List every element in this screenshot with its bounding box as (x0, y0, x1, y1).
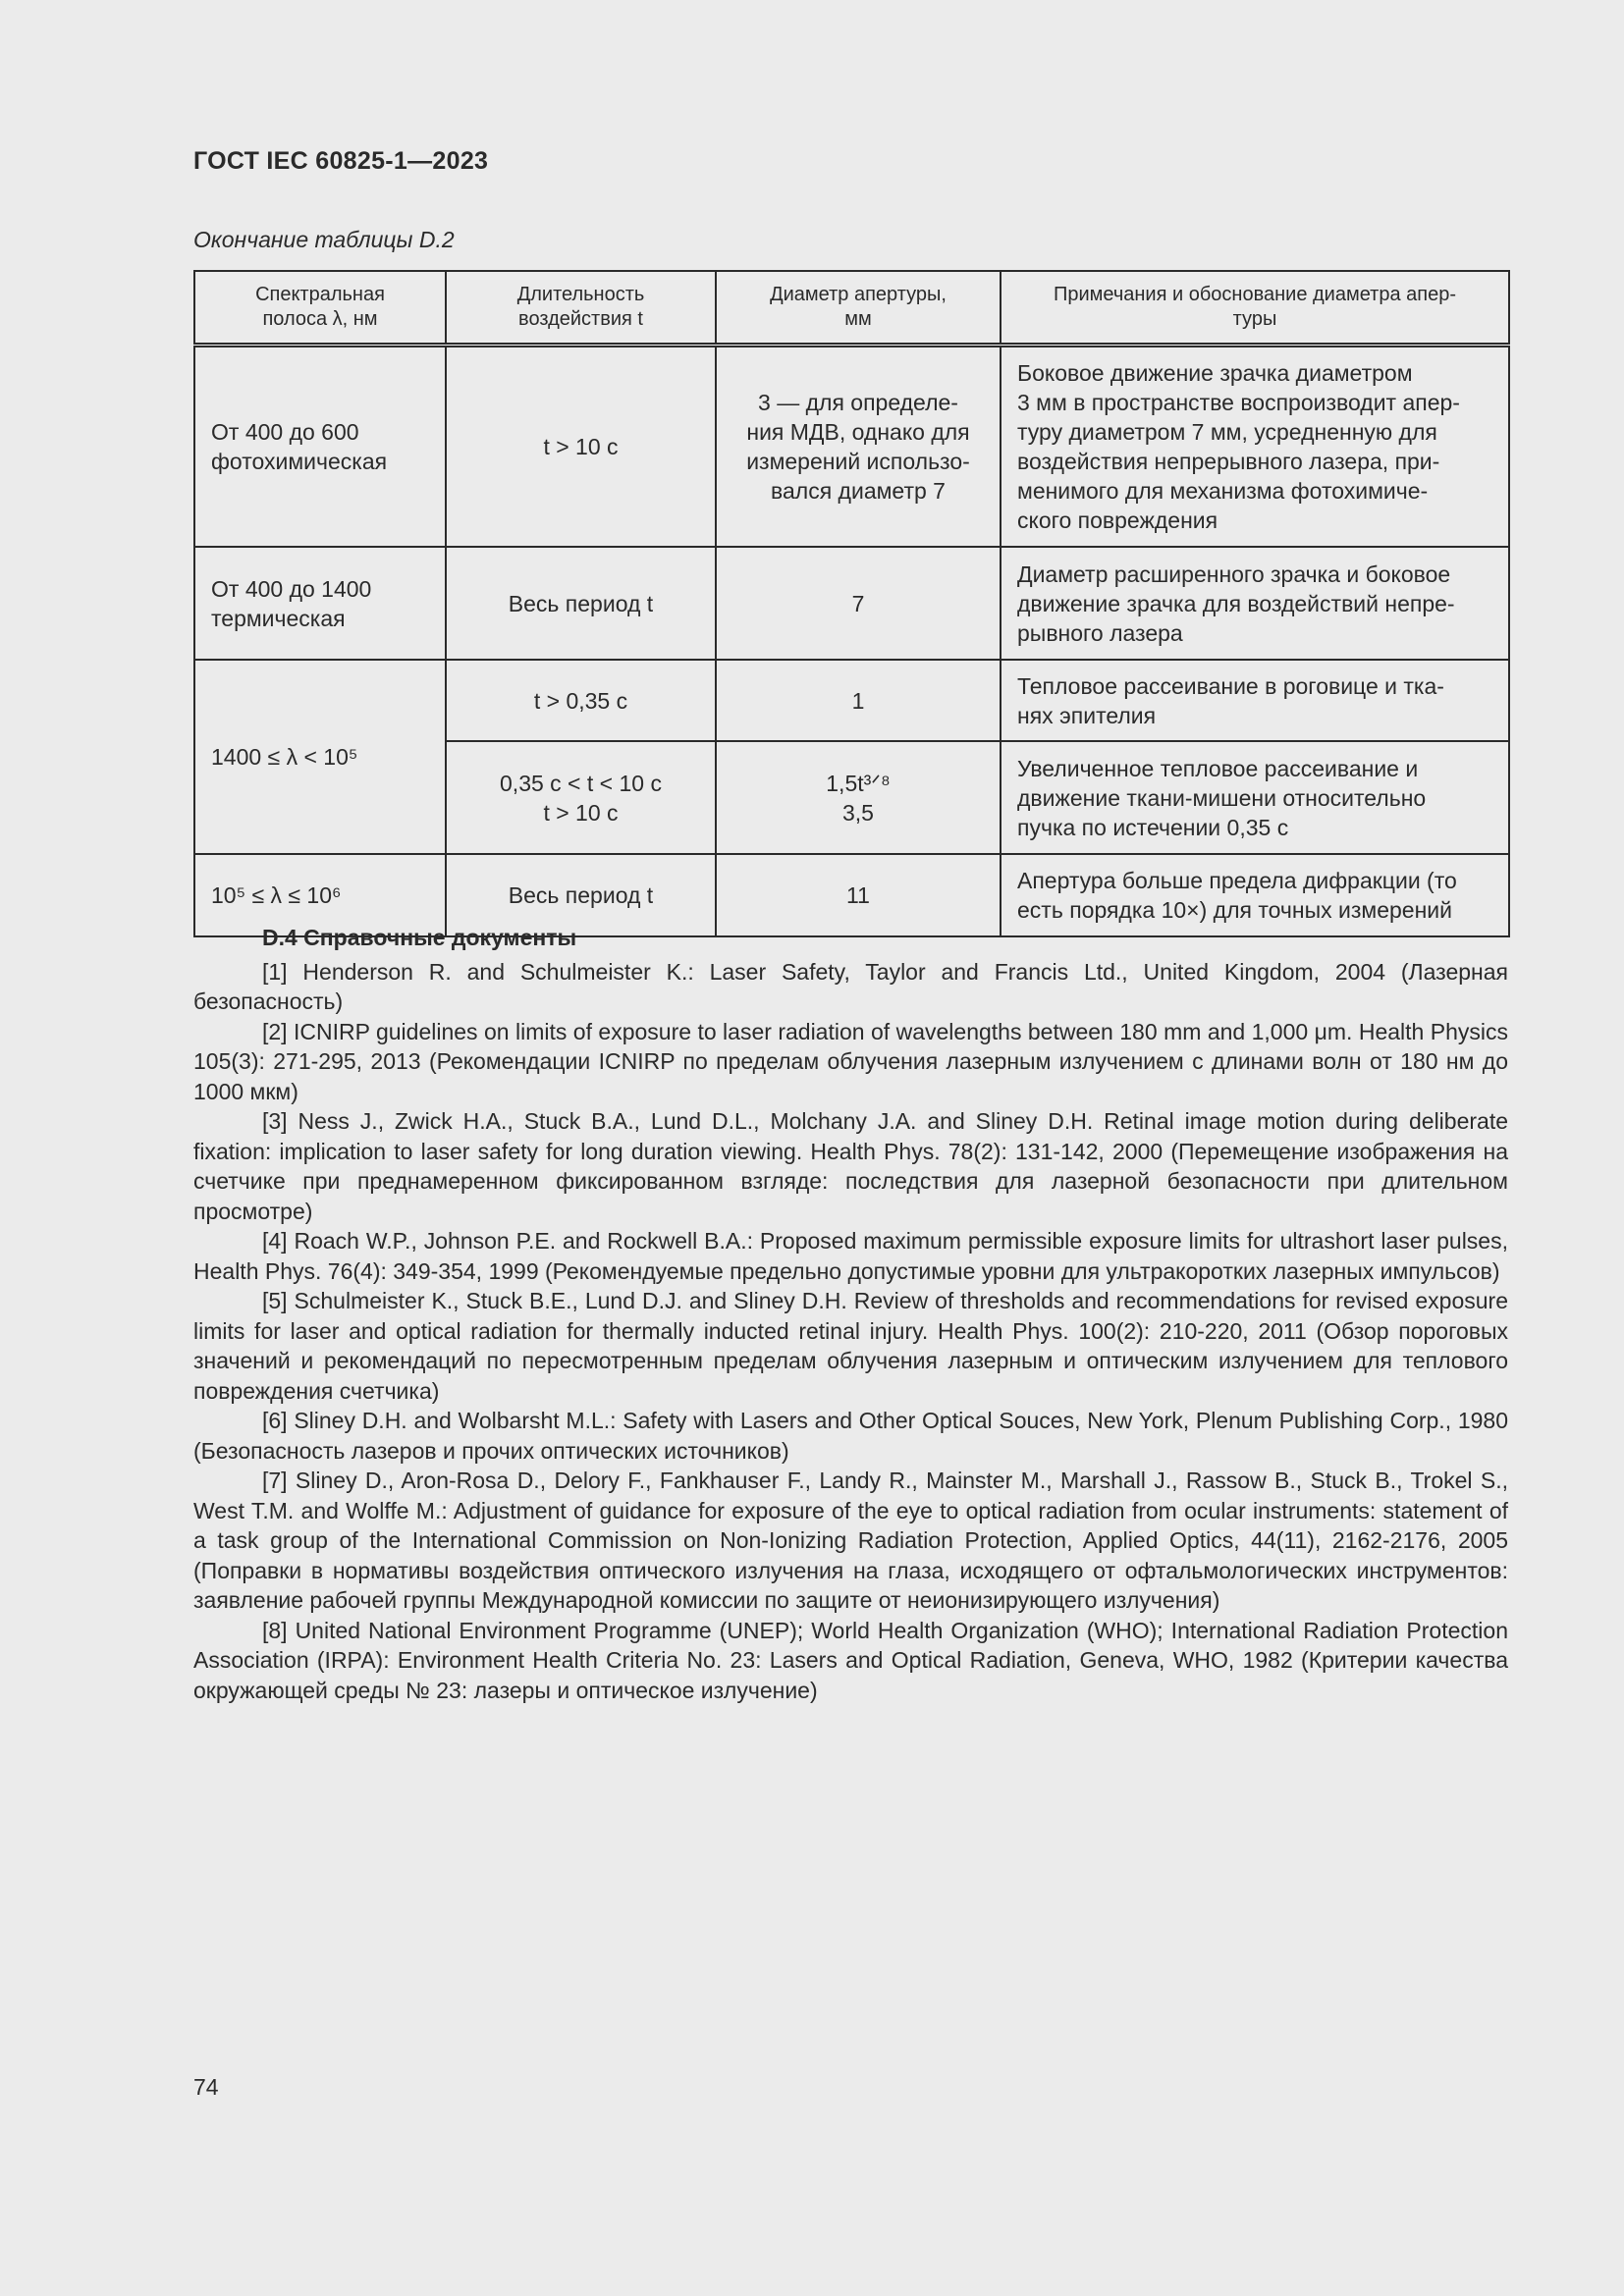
note-cell: Апертура больше предела дифракции (то есть порядка 10×) для точных измерений (1001, 854, 1509, 936)
note-cell: Тепловое рассеивание в роговице и тка- нях эпителия (1001, 660, 1509, 741)
aperture-cell: 1 (716, 660, 1001, 741)
column-header-aperture: Диаметр апертуры, мм (716, 271, 1001, 346)
note-cell: Диаметр расширенного зрачка и боковое движение зрачка для воздействий непре- рывного лазера (1001, 547, 1509, 660)
band-cell: От 400 до 600 фотохимическая (194, 346, 446, 548)
duration-cell: Весь период t (446, 547, 716, 660)
aperture-cell: 7 (716, 547, 1001, 660)
note-cell: Увеличенное тепловое рассеивание и движение ткани-мишени относительно пучка по истечении 0,35 с (1001, 741, 1509, 854)
column-header-notes: Примечания и обоснование диаметра апер- туры (1001, 271, 1509, 346)
band-cell: От 400 до 1400 термическая (194, 547, 446, 660)
reference-item: [6] Sliney D.H. and Wolbarsht M.L.: Safety with Lasers and Other Optical Souces, New York, Plenum Publishing Corp., 1980 (Безопасность лазеров и прочих оптических источников) (193, 1408, 1508, 1464)
reference-item: [1] Henderson R. and Schulmeister K.: Laser Safety, Taylor and Francis Ltd., United Kingdom, 2004 (Лазерная безопасность) (193, 958, 1508, 1014)
aperture-cell: 11 (716, 854, 1001, 936)
column-header-duration: Длительность воздействия t (446, 271, 716, 346)
section-title: D.4 Справочные документы (262, 925, 577, 950)
duration-cell: 0,35 с < t < 10 с t > 10 с (446, 741, 716, 854)
standard-code-header: ГОСТ IEC 60825-1—2023 (193, 147, 489, 175)
table-caption: Окончание таблицы D.2 (193, 227, 455, 252)
band-cell: 1400 ≤ λ < 10⁵ (194, 660, 446, 854)
aperture-cell: 3 — для определе- ния МДВ, однако для измерений использо- вался диаметр 7 (716, 346, 1001, 548)
aperture-cell: 1,5t³ᐟ⁸ 3,5 (716, 741, 1001, 854)
reference-item: [7] Sliney D., Aron-Rosa D., Delory F., Fankhauser F., Landy R., Mainster M., Marshall J., Rassow B., Stuck B., Trokel S., West T.M. and Wolffe M.: Adjustment of guidance for exposure of the eye to optical radiation from ocular instruments: statement of a task group of the International Commission on Non-Ionizing Radiation Protection, Applied Optics, 44(11), 2162-2176, 2005 (Поправки в нормативы воздействия оптического излучения на глаза, исходящего от офтальмологических инструментов: заявление рабочей группы Международной комиссии по защите от неионизирующего излучения) (193, 1468, 1508, 1613)
duration-cell: t > 10 с (446, 346, 716, 548)
table-header-row (194, 271, 1509, 346)
aperture-table (193, 270, 1510, 937)
reference-item: [3] Ness J., Zwick H.A., Stuck B.A., Lund D.L., Molchany J.A. and Sliney D.H. Retinal image motion during deliberate fixation: implication to laser safety for long duration viewing. Health Phys. 78(2): 131-142, 2000 (Перемещение изображения на счетчике при преднамеренном фиксированном взгляде: последствия для лазерной безопасности при длительном просмотре) (193, 1108, 1508, 1224)
reference-item: [4] Roach W.P., Johnson P.E. and Rockwell B.A.: Proposed maximum permissible exposure limits for ultrashort laser pulses, Health Phys. 76(4): 349-354, 1999 (Рекомендуемые предельно допустимые уровни для ультракоротких лазерных импульсов) (193, 1228, 1508, 1284)
note-cell: Боковое движение зрачка диаметром 3 мм в пространстве воспроизводит апер- туру диаметром 7 мм, усредненную для воздействия непрерывного лазера, при- менимого для механизма фотохимиче- ского повреждения (1001, 346, 1509, 548)
band-cell: 10⁵ ≤ λ ≤ 10⁶ (194, 854, 446, 936)
table-row (194, 547, 1509, 660)
reference-item: [5] Schulmeister K., Stuck B.E., Lund D.J. and Sliney D.H. Review of thresholds and recommendations for revised exposure limits for laser and optical radiation for thermally inducted retinal injury. Health Phys. 100(2): 210-220, 2011 (Обзор пороговых значений и рекомендаций по пересмотренным пределам облучения лазерным и оптическим излучением для теплового повреждения счетчика) (193, 1288, 1508, 1404)
duration-cell: t > 0,35 с (446, 660, 716, 741)
page-number: 74 (193, 2074, 219, 2100)
column-header-band: Спектральная полоса λ, нм (194, 271, 446, 346)
reference-item: [8] United National Environment Programme (UNEP); World Health Organization (WHO); International Radiation Protection Association (IRPA): Environment Health Criteria No. 23: Lasers and Optical Radiation, Geneva, WHO, 1982 (Критерии качества окружающей среды № 23: лазеры и оптическое излучение) (193, 1617, 1508, 1703)
reference-item: [2] ICNIRP guidelines on limits of exposure to laser radiation of wavelengths between 180 mm and 1,000 μm. Health Physics 105(3): 271-295, 2013 (Рекомендации ICNIRP по пределам облучения лазерным излучением с длинами волн от 180 нм до 1000 мкм) (193, 1018, 1508, 1104)
table-row (194, 346, 1509, 548)
table-row (194, 660, 1509, 741)
references-section (193, 923, 1508, 1705)
duration-cell: Весь период t (446, 854, 716, 936)
